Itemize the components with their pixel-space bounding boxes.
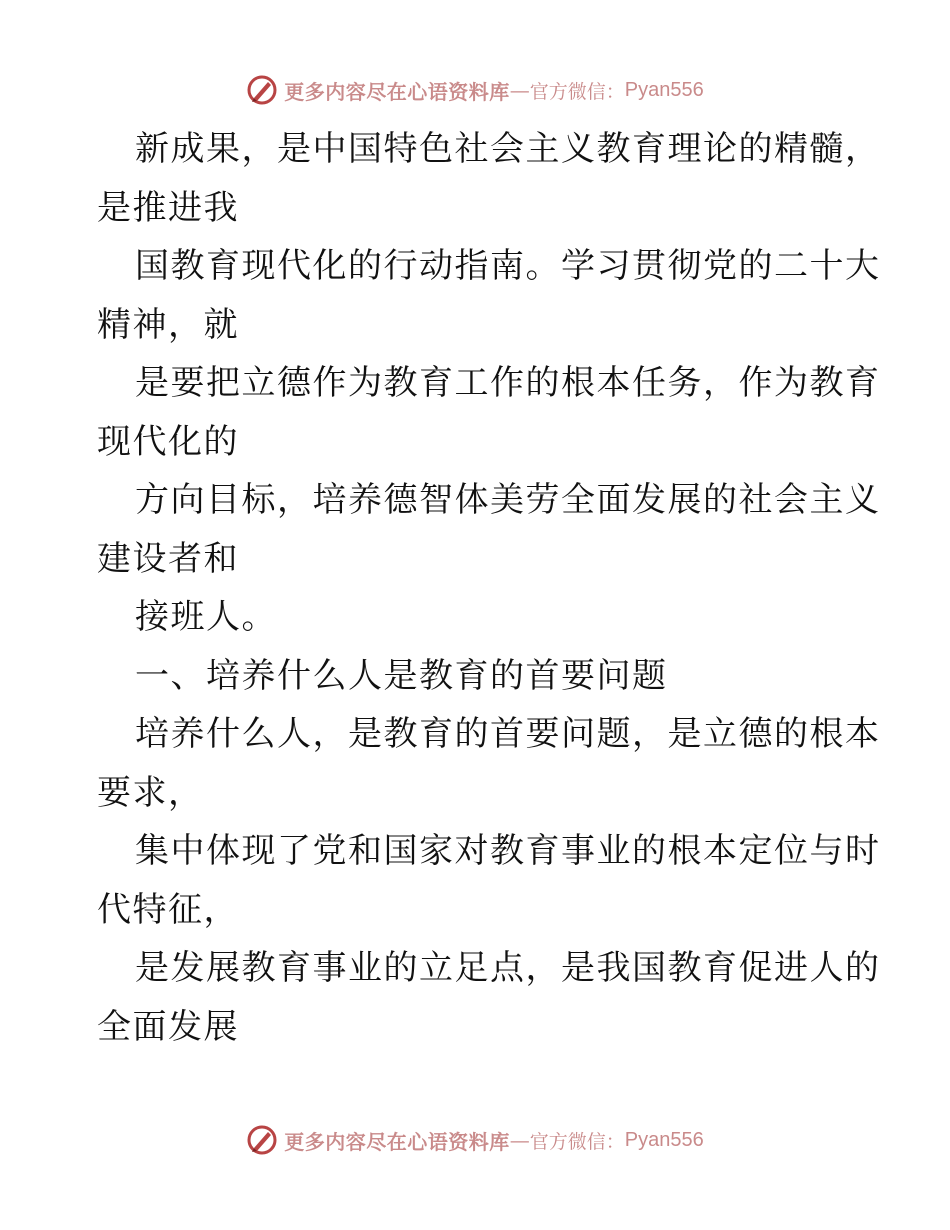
pen-logo-icon: [246, 74, 278, 106]
text-line: 全面发展: [97, 1006, 239, 1047]
text-line: 精神，就: [97, 304, 239, 345]
banner-id: Pyan556: [624, 1128, 704, 1151]
banner-separator: —: [509, 78, 530, 102]
text-line: 新成果，是中国特色社会主义教育理论的精髓，: [135, 129, 881, 169]
text-line: 国教育现代化的行动指南。学习贯彻党的二十大: [135, 246, 881, 286]
banner-text: 更多内容尽在心语资料库: [284, 79, 510, 104]
text-line: 方向目标，培养德智体美劳全面发展的社会主义: [135, 480, 881, 520]
text-line: 接班人。: [135, 597, 277, 637]
banner-text: 更多内容尽在心语资料库: [284, 1129, 510, 1154]
text-line: 是推进我: [97, 187, 239, 228]
text-line: 建设者和: [97, 538, 239, 579]
text-line: 是要把立德作为教育工作的根本任务，作为教育: [135, 363, 881, 403]
pen-logo-icon: [246, 1124, 278, 1156]
banner-label: 官方微信：: [529, 80, 625, 103]
footer-watermark: [0, 1120, 950, 1160]
text-line: 代特征，: [97, 889, 239, 930]
text-line: 培养什么人，是教育的首要问题，是立德的根本: [135, 714, 881, 754]
document-body: [97, 120, 881, 1056]
banner-label: 官方微信：: [529, 1130, 625, 1153]
banner-separator: —: [509, 1128, 530, 1152]
text-line: 要求，: [97, 772, 204, 813]
text-line: 集中体现了党和国家对教育事业的根本定位与时: [135, 831, 881, 871]
header-watermark: [0, 70, 950, 110]
section-heading: 一、培养什么人是教育的首要问题: [135, 655, 668, 696]
text-line: 现代化的: [97, 421, 239, 462]
text-line: 是发展教育事业的立足点，是我国教育促进人的: [135, 948, 881, 988]
banner-id: Pyan556: [624, 78, 704, 101]
